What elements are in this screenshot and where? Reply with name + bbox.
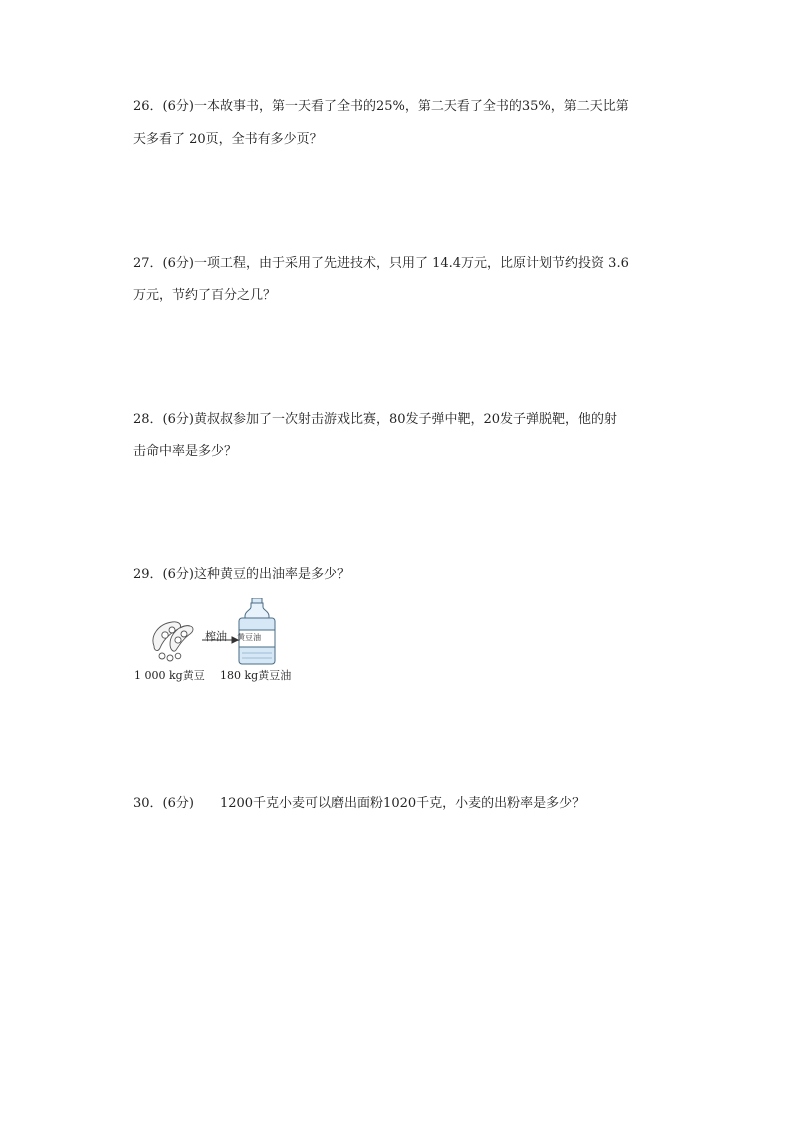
question-28-line-1: 28．(6分)黄叔叔参加了一次射击游戏比赛，80发子弹中靶，20发子弹脱靶，他的射 bbox=[133, 412, 618, 427]
soybean-pods-icon bbox=[153, 622, 193, 661]
soybean-weight-label: 1 000 kg黄豆 bbox=[134, 669, 205, 682]
soybean-oil-weight-label: 180 kg黄豆油 bbox=[220, 669, 292, 682]
question-29-line-1: 29．(6分)这种黄豆的出油率是多少？ bbox=[133, 567, 350, 582]
question-28-line-2: 击命中率是多少？ bbox=[133, 444, 238, 459]
question-27-line-2: 万元，节约了百分之几？ bbox=[133, 288, 277, 303]
press-oil-label: 榨油 bbox=[205, 630, 227, 643]
question-30-text: 1200千克小麦可以磨出面粉1020千克，小麦的出粉率是多少？ bbox=[219, 796, 586, 811]
question-30-line-1 bbox=[133, 795, 585, 813]
question-30-number: 30．(6分) bbox=[133, 796, 194, 811]
question-26-line-1: 26．(6分)一本故事书，第一天看了全书的25%，第二天看了全书的35%，第二天比第 bbox=[133, 99, 629, 114]
bottle-label: 黄豆油 bbox=[237, 633, 261, 642]
soybean-oil-figure bbox=[132, 598, 302, 690]
question-26-line-2: 天多看了 20页，全书有多少页？ bbox=[133, 132, 323, 147]
question-27-line-1: 27．(6分)一项工程，由于采用了先进技术，只用了 14.4万元，比原计划节约投资 3.6 bbox=[133, 256, 629, 271]
